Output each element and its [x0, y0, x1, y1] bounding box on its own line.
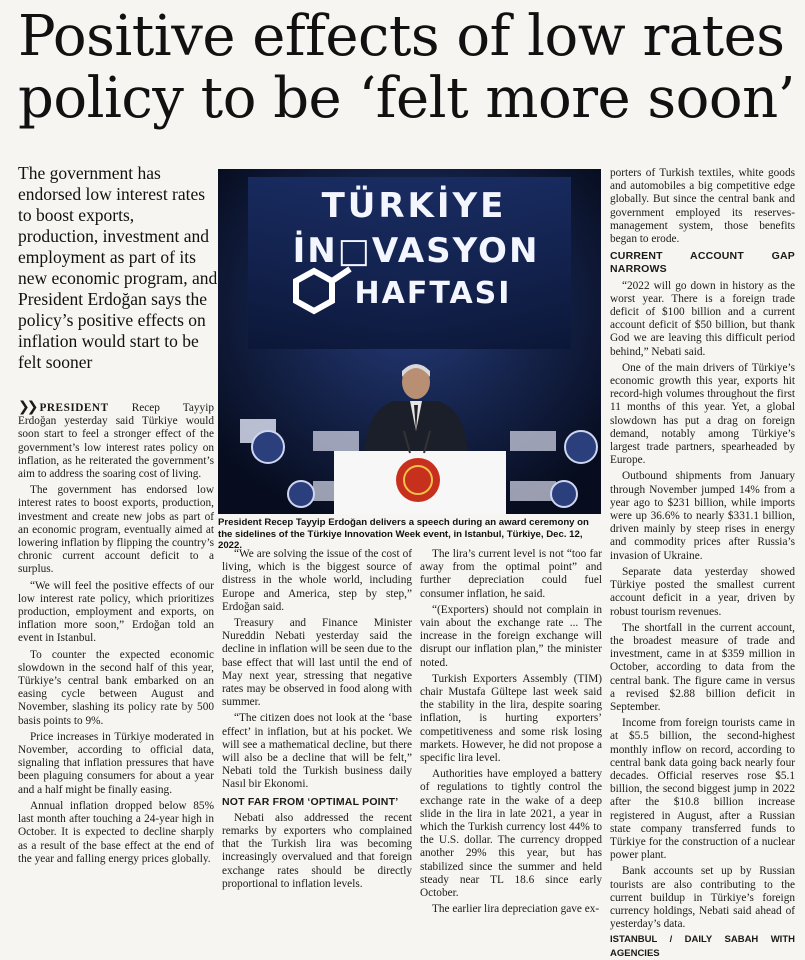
paragraph: Treasury and Finance Minister Nureddin Nebati yesterday said the decline in inflation will be seen due to the base effect that will last until the end of May next year, stressing that negative rates may be observed in food along with summer.	[222, 617, 412, 709]
photo-caption: President Recep Tayyip Erdoğan delivers a speech during an award ceremony on the sidelines of the Türkiye Innovation Week event, in Istanbul, Türkiye, Dec. 12, 2022.	[218, 517, 589, 551]
subheading: CURRENT ACCOUNT GAP NARROWS	[610, 250, 795, 276]
article-deck: The government has endorsed low interest rates to boost exports, production, investment and employment as part of its new economic program, and President Erdoğan says the policy’s positive effects on inflation would start to be felt sooner	[18, 163, 218, 372]
lead-paragraph	[18, 401, 214, 481]
paragraph: One of the main drivers of Türkiye’s economic growth this year, exports hit record-high volumes throughout the first 11 months of this year. Yet, a global slowdown has put a drag on foreign demand, notably among Türkiye’s largest trade partners, spearheaded by Europe.	[610, 361, 795, 467]
banner-text-line-1: TÜRKİYE	[321, 186, 507, 226]
article-headline	[18, 6, 798, 130]
paragraph: Outbound shipments from January through November jumped 14% from a year ago to $231 billion, while imports were up 36.6% to nearly $331.1 billion, driven mainly by steep rises in energy and commodity prices after Russia’s invasion of Ukraine.	[610, 470, 795, 562]
banner-text-line-3: HAFTASI	[354, 276, 512, 311]
paragraph: “2022 will go down in history as the worst year. There is a foreign trade deficit of $100 billion and a current account deficit of $50 billion, but thank God we are leaving this difficult period behind,” Nebati said.	[610, 279, 795, 358]
double-chevron-icon: ❯❯	[18, 399, 36, 415]
paragraph: Income from foreign tourists came in at $5.5 billion, the second-highest monthly inflow on record, according to central bank data going back nearly four decades. Official reserves rose $5.1 billion, the second biggest jump in 2022 after the $10.8 billion increase registered in August, after a Russian state company transferred funds to Türkiye for the construction of a nuclear power plant.	[610, 717, 795, 862]
paragraph: “We will feel the positive effects of our low interest rate policy, which prioritizes production, employment and exports, on inflation more soon,” Erdoğan told an event in Istanbul.	[18, 579, 214, 645]
paragraph: Authorities have employed a battery of regulations to tightly control the exchange rate in the wake of a deep slide in the lira in late 2021, a year in which the Turkish currency lost 44% to the U.S. dollar. The currency dropped another 29% this year, but has stabilized since the summer and held steady near TL 18.6 since early October.	[420, 768, 602, 900]
lead-word: PRESIDENT	[39, 402, 109, 414]
paragraph: To counter the expected economic slowdown in the second half of this year, Türkiye’s central bank embarked on an easing cycle between August and November, slashing its policy rate by 500 basis points to 9%.	[18, 648, 214, 727]
paragraph: “(Exporters) should not complain in vain about the exchange rate ... The increase in the foreign exchange will disrupt our inflation plan,” the minister noted.	[420, 603, 602, 669]
paragraph: The government has endorsed low interest rates to boost exports, production, investment and create new jobs as part of an economic program, eventually aimed at lowering inflation by flipping the country’s chronic current account deficit to a surplus.	[18, 484, 214, 576]
article-photo	[218, 169, 601, 514]
paragraph: porters of Turkish textiles, white goods and automobiles a big competitive edge globally. But since the central bank and government employed its reserves-management system, those benefits began to erode.	[610, 167, 795, 246]
byline-credit: ISTANBUL / DAILY SABAH WITH AGENCIES	[610, 934, 795, 959]
headline-line-2: policy to be ‘felt more soon’	[18, 66, 795, 131]
paragraph: Turkish Exporters Assembly (TIM) chair Mustafa Gültepe last week said the stability in the lira, despite soaring inflation, is hurting exporters’ competitiveness and some risk losing markets. However, he did not propose a specific lira level.	[420, 672, 602, 765]
paragraph: Annual inflation dropped below 85% last month after touching a 24-year high in October. It is expected to decline sharply as a result of the base effect at the end of the year and falling energy prices globally.	[18, 799, 214, 865]
headline-line-1: Positive effects of low rates	[18, 4, 785, 69]
paragraph: Price increases in Türkiye moderated in November, according to official data, signaling that inflation pressures that have been plaguing consumers for about a year and a half might be finally easing.	[18, 730, 214, 796]
paragraph: The lira’s current level is not “too far away from the optimal point” and further depreciation could fuel consumer inflation, he said.	[420, 548, 602, 600]
column-2	[222, 548, 412, 891]
subheading: NOT FAR FROM ‘OPTIMAL POINT’	[222, 795, 399, 808]
paragraph: Bank accounts set up by Russian tourists are also contributing to the current buildup in Türkiye’s foreign currency holdings, Nebati said ahead of yesterday’s data.	[610, 865, 795, 931]
column-3	[420, 548, 602, 916]
paragraph: Nebati also addressed the recent remarks by exporters who complained that the Turkish lira was becoming increasingly overvalued and that foreign exchange rates should be directly proportional to inflation levels.	[222, 811, 412, 890]
presidential-seal-icon	[396, 458, 440, 502]
paragraph: “We are solving the issue of the cost of living, which is the biggest source of distress in the whole world, including Europe and America, step by step,” Erdoğan said.	[222, 548, 412, 613]
paragraph: “The citizen does not look at the ‘base effect’ in inflation, but at his pocket. We will see a mathematical decline, but there will also be a decline that will be felt,” Nebati told the Turkish business daily Nasıl bir Ekonomi.	[222, 712, 412, 791]
paragraph: The earlier lira depreciation gave ex-	[432, 903, 600, 916]
column-1	[18, 401, 214, 866]
paragraph: The shortfall in the current account, the broadest measure of trade and investment, came in at $359 million in October, according to data from the central bank. The figure came in versus a revised $2.88 billion deficit in September.	[610, 621, 795, 713]
paragraph: Separate data yesterday showed Türkiye posted the smallest current account deficit in a year, driven by robust tourism revenues.	[610, 565, 795, 618]
lead-text: Recep Tayyip Erdoğan yesterday said Türkiye would soon start to feel a stronger effect of the government’s low interest rates policy on inflation, as he reiterated the government’s aim to address the soaring cost of living.	[18, 402, 214, 481]
stage-photo-illustration	[218, 169, 601, 514]
column-4	[610, 167, 795, 960]
banner-text-line-2: İN□VASYON	[292, 231, 540, 271]
